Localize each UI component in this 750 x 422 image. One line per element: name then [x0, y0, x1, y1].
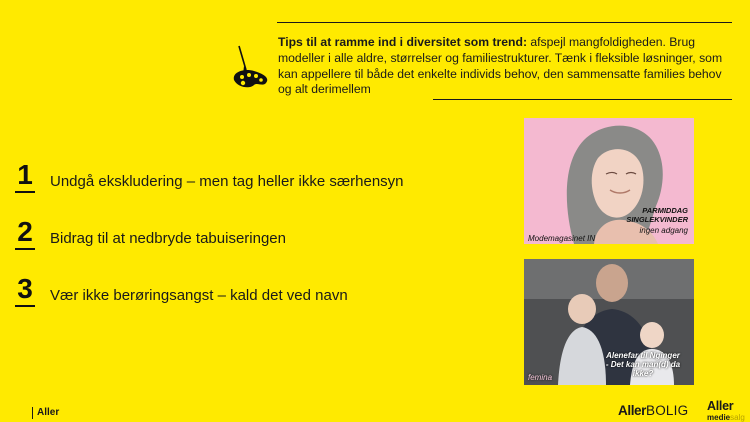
logo-text: salg: [730, 413, 745, 422]
tip-top-rule: [277, 22, 732, 23]
headline-line: ikke?: [632, 369, 654, 378]
footer-divider: [32, 407, 33, 419]
magazine-photo-father: [524, 259, 694, 385]
tip-text: [278, 35, 738, 98]
list-item-2: [14, 217, 494, 257]
headline-line: PARMIDDAG: [642, 206, 688, 215]
number-underline: [15, 248, 35, 250]
tip-bottom-rule: [433, 99, 732, 100]
photo-headline: [602, 351, 684, 378]
aller-mediesalg-logo: [707, 400, 749, 422]
logo-text: medie: [707, 413, 731, 422]
number-underline: [15, 305, 35, 307]
photo-subtitle: ingen adgang: [639, 226, 688, 235]
headline-line: Alenefar til Nginger: [606, 351, 680, 360]
tip-heading: Tips til at ramme ind i diversitet som trend:: [278, 35, 527, 49]
list-text: Undgå ekskludering – men tag heller ikke særhensyn: [50, 173, 404, 190]
photo-headline: [626, 206, 688, 224]
headline-line: - Det kan man(d) da: [605, 360, 681, 369]
list-text: Vær ikke berøringsangst – kald det ved navn: [50, 287, 348, 304]
paint-palette-icon: [230, 44, 270, 90]
list-text: Bidrag til at nedbryde tabuiseringen: [50, 230, 286, 247]
magazine-photo-woman: [524, 118, 694, 244]
logo-text: BOLIG: [646, 403, 689, 418]
photo-source: Modemagasinet IN: [528, 234, 596, 243]
list-item-1: [14, 160, 494, 200]
list-number: 2: [17, 216, 33, 247]
list-item-3: [14, 274, 494, 314]
list-number: 3: [17, 273, 33, 304]
headline-line: SINGLEKVINDER: [626, 215, 688, 224]
list-number: 1: [17, 159, 33, 190]
logo-text: Aller: [618, 403, 647, 418]
logo-subtext: [707, 413, 749, 422]
logo-text: Aller: [707, 399, 734, 413]
number-underline: [15, 191, 35, 193]
aller-bolig-logo: [618, 403, 688, 419]
photo-source: femina: [528, 373, 553, 382]
tip-body: afspejl mangfoldigheden. Brug modeller i alle aldre, størrelser og familiestrukturer. Tænk i fleksible løsninger, som kan appellere til både det enkelte individs behov, den sammensatte families behov og alt derimellem: [278, 35, 723, 97]
footer-aller-label: Aller: [37, 407, 60, 418]
